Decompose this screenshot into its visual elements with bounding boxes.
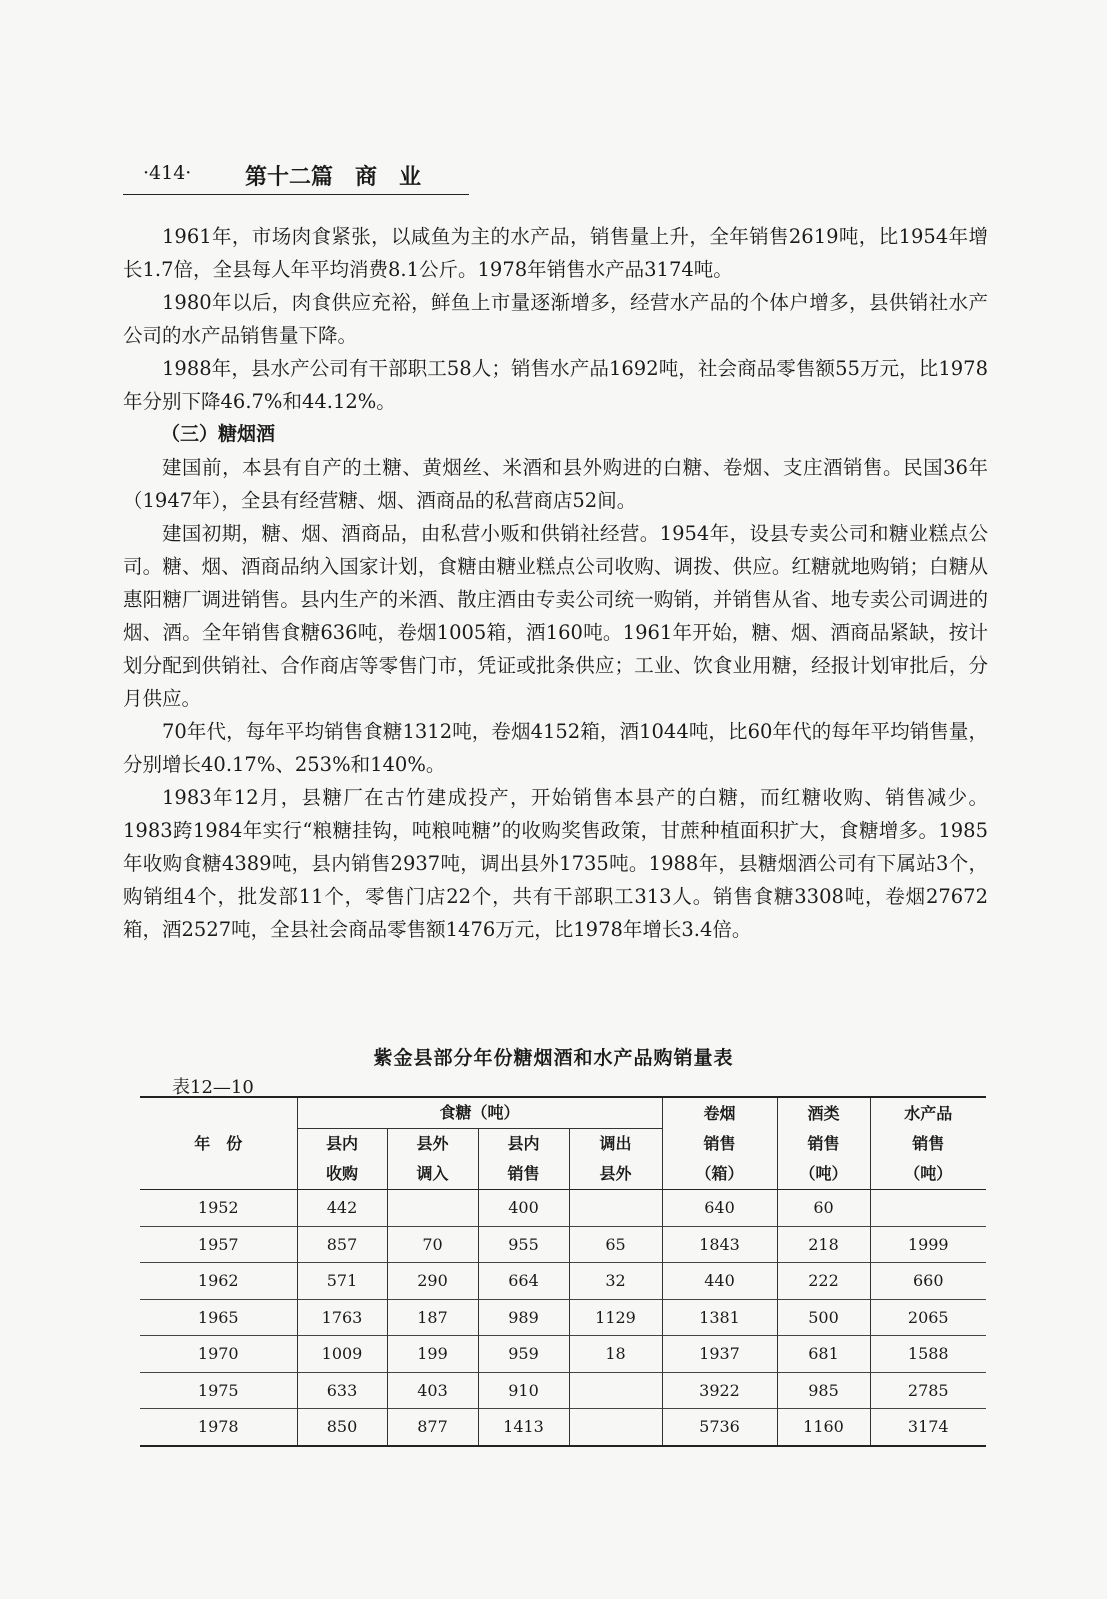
table-cell: 850 bbox=[297, 1409, 387, 1446]
table-cell: 1160 bbox=[777, 1409, 870, 1446]
table-cell: 664 bbox=[478, 1263, 569, 1300]
table-number: 表12—10 bbox=[172, 1077, 254, 1098]
table-cell: 199 bbox=[387, 1336, 478, 1373]
table-cell: 1381 bbox=[662, 1299, 777, 1336]
table-cell: 857 bbox=[297, 1226, 387, 1263]
table-row bbox=[140, 1409, 986, 1446]
table-cell: 2785 bbox=[870, 1372, 986, 1409]
table-cell: 32 bbox=[569, 1263, 662, 1300]
table-row bbox=[140, 1190, 986, 1227]
table-row bbox=[140, 1226, 986, 1263]
table-cell: 5736 bbox=[662, 1409, 777, 1446]
year-cell: 1975 bbox=[140, 1372, 297, 1409]
table-cell: 955 bbox=[478, 1226, 569, 1263]
table-row bbox=[140, 1336, 986, 1373]
table-cell: 1129 bbox=[569, 1299, 662, 1336]
table-cell: 218 bbox=[777, 1226, 870, 1263]
table-cell: 2065 bbox=[870, 1299, 986, 1336]
running-header bbox=[123, 160, 469, 195]
table-cell: 1763 bbox=[297, 1299, 387, 1336]
table-cell: 660 bbox=[870, 1263, 986, 1300]
table-cell: 910 bbox=[478, 1372, 569, 1409]
table-cell: 633 bbox=[297, 1372, 387, 1409]
table-cell: 3922 bbox=[662, 1372, 777, 1409]
header-sugar-export: 调出 县外 bbox=[569, 1129, 662, 1190]
paragraph: 70年代，每年平均销售食糖1312吨，卷烟4152箱，酒1044吨，比60年代的每年平均销售量，分别增长40.17%、253%和140%。 bbox=[123, 720, 988, 776]
table-cell: 400 bbox=[478, 1190, 569, 1227]
table-cell: 959 bbox=[478, 1336, 569, 1373]
table-cell: 985 bbox=[777, 1372, 870, 1409]
table-cell: 1937 bbox=[662, 1336, 777, 1373]
table-cell: 18 bbox=[569, 1336, 662, 1373]
paragraph: 1980年以后，肉食供应充裕，鲜鱼上市量逐渐增多，经营水产品的个体户增多，县供销社水产公司的水产品销售量下降。 bbox=[123, 291, 988, 347]
header-sugar-import: 县外 调入 bbox=[387, 1129, 478, 1190]
table-cell: 290 bbox=[387, 1263, 478, 1300]
table-cell: 187 bbox=[387, 1299, 478, 1336]
table-cell: 640 bbox=[662, 1190, 777, 1227]
body-text bbox=[123, 220, 988, 946]
table-row bbox=[140, 1372, 986, 1409]
header-liquor: 酒类 销售 （吨） bbox=[777, 1097, 870, 1190]
page-number: ·414· bbox=[143, 162, 192, 184]
paragraph: 建国初期，糖、烟、酒商品，由私营小贩和供销社经营。1954年，设县专卖公司和糖业糕点公司。糖、烟、酒商品纳入国家计划，食糖由糖业糕点公司收购、调拨、供应。红糖就地购销；白糖从惠阳糖厂调进销售。县内生产的米酒、散庄酒由专卖公司统一购销，并销售从省、地专卖公司调进的烟、酒。全年销售食糖636吨，卷烟1005箱，酒160吨。1961年开始，糖、烟、酒商品紧缺，按计划分配到供销社、合作商店等零售门市，凭证或批条供应；工业、饮食业用糖，经报计划审批后，分月供应。 bbox=[123, 522, 988, 710]
paragraph: 1961年，市场肉食紧张，以咸鱼为主的水产品，销售量上升，全年销售2619吨，比1954年增长1.7倍，全县每人年平均消费8.1公斤。1978年销售水产品3174吨。 bbox=[123, 225, 988, 281]
year-cell: 1978 bbox=[140, 1409, 297, 1446]
table-row bbox=[140, 1299, 986, 1336]
chapter-title: 第十二篇 商 业 bbox=[245, 165, 422, 190]
paragraph: 建国前，本县有自产的土糖、黄烟丝、米酒和县外购进的白糖、卷烟、支庄酒销售。民国36年（1947年），全县有经营糖、烟、酒商品的私营商店52间。 bbox=[123, 456, 988, 512]
year-cell: 1970 bbox=[140, 1336, 297, 1373]
year-cell: 1952 bbox=[197, 1198, 239, 1218]
table-cell: 500 bbox=[777, 1299, 870, 1336]
table-cell: 70 bbox=[387, 1226, 478, 1263]
table-cell: 989 bbox=[478, 1299, 569, 1336]
table-cell: 1843 bbox=[662, 1226, 777, 1263]
table-cell: 1009 bbox=[297, 1336, 387, 1373]
header-aquatic: 水产品 销售 （吨） bbox=[870, 1097, 986, 1190]
table-cell bbox=[569, 1190, 662, 1227]
header-sugar-group: 食糖（吨） bbox=[297, 1097, 662, 1129]
table-cell: 681 bbox=[777, 1336, 870, 1373]
table-cell: 65 bbox=[569, 1226, 662, 1263]
table-cell: 442 bbox=[297, 1190, 387, 1227]
table-cell: 1999 bbox=[870, 1226, 986, 1263]
table-row bbox=[140, 1263, 986, 1300]
table-cell bbox=[870, 1190, 986, 1227]
table-cell: 440 bbox=[662, 1263, 777, 1300]
table-title: 紫金县部分年份糖烟酒和水产品购销量表 bbox=[373, 1047, 734, 1069]
table-cell: 222 bbox=[777, 1263, 870, 1300]
table-cell: 3174 bbox=[870, 1409, 986, 1446]
table-cell: 1413 bbox=[478, 1409, 569, 1446]
paragraph: 1983年12月，县糖厂在古竹建成投产，开始销售本县产的白糖，而红糖收购、销售减少。1983跨1984年实行“粮糖挂钩，吨粮吨糖”的收购奖售政策，甘蔗种植面积扩大，食糖增多。1985年收购食糖4389吨，县内销售2937吨，调出县外1735吨。1988年，县糖烟酒公司有下属站3个，购销组4个，批发部11个，零售门店22个，共有干部职工313人。销售食糖3308吨，卷烟27672箱，酒2527吨，全县社会商品零售额1476万元，比1978年增长3.4倍。 bbox=[123, 786, 988, 941]
header-sugar-purchase: 县内 收购 bbox=[297, 1129, 387, 1190]
header-cigarettes: 卷烟 销售 （箱） bbox=[662, 1097, 777, 1190]
header-year: 年 份 bbox=[194, 1133, 243, 1153]
table-cell: 877 bbox=[387, 1409, 478, 1446]
table-cell: 1588 bbox=[870, 1336, 986, 1373]
table-cell bbox=[569, 1372, 662, 1409]
table-cell bbox=[569, 1409, 662, 1446]
table-cell: 571 bbox=[297, 1263, 387, 1300]
table-cell bbox=[387, 1190, 478, 1227]
sales-table bbox=[140, 1096, 986, 1447]
year-cell: 1957 bbox=[140, 1226, 297, 1263]
header-sugar-local-sales: 县内 销售 bbox=[478, 1129, 569, 1190]
year-cell: 1965 bbox=[140, 1299, 297, 1336]
table-cell: 403 bbox=[387, 1372, 478, 1409]
paragraph: 1988年，县水产公司有干部职工58人；销售水产品1692吨，社会商品零售额55万元，比1978年分别下降46.7%和44.12%。 bbox=[123, 357, 988, 413]
year-cell: 1962 bbox=[140, 1263, 297, 1300]
section-heading: （三）糖烟酒 bbox=[161, 423, 276, 445]
table-cell: 60 bbox=[777, 1190, 870, 1227]
